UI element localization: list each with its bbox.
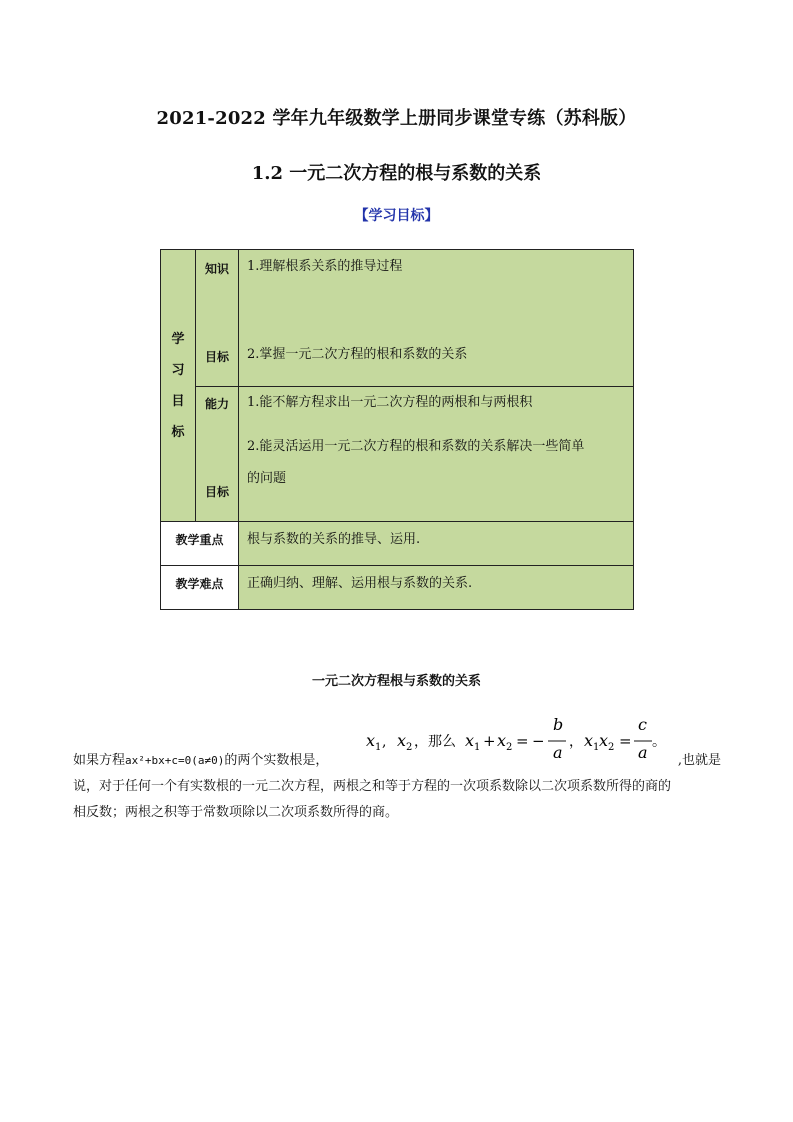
- formula-minus: −: [532, 732, 545, 750]
- formula-prod-x1-sub: 1: [593, 742, 600, 753]
- formula-numerator-c: c: [638, 715, 647, 734]
- formula-denominator-a: a: [553, 743, 563, 762]
- knowledge-item-1: 1.理解根系关系的推导过程: [247, 259, 403, 274]
- knowledge-label-top: 知识: [204, 262, 229, 276]
- formula-separator: ，: [569, 734, 583, 750]
- formula-prod-x2-sub: 2: [608, 742, 615, 753]
- knowledge-item-2: 2.掌握一元二次方程的根和系数的关系: [247, 347, 468, 362]
- line1-equation: ax²+bx+c=0(a≠0): [125, 754, 225, 767]
- ability-item-2-line-2: 的问题: [247, 471, 287, 486]
- vertical-label-char: 标: [171, 424, 185, 440]
- ability-content-cell: [239, 387, 634, 522]
- formula-prod-x2: x: [599, 731, 609, 750]
- formula-equals: =: [516, 732, 529, 750]
- objectives-heading: 【学习目标】: [354, 208, 439, 224]
- key-point-label: 教学重点: [175, 533, 224, 547]
- formula-sum-x1-sub: 1: [474, 742, 481, 753]
- objectives-table: [160, 249, 634, 610]
- key-point-label-cell: [161, 522, 239, 566]
- vertical-label-char: 目: [171, 393, 185, 409]
- line1-prefix: 如果方程: [73, 753, 126, 768]
- formula-denominator-a-2: a: [638, 743, 648, 762]
- formula-x1-sub: 1: [375, 742, 382, 753]
- formula-numerator-b: b: [553, 715, 564, 734]
- formula-comma: ,: [382, 734, 387, 750]
- knowledge-label-cell: [196, 250, 239, 387]
- formula-sum-x1: x: [465, 731, 475, 750]
- difficulty-text: 正确归纳、理解、运用根与系数的关系.: [247, 576, 473, 591]
- section-heading: 一元二次方程根与系数的关系: [311, 674, 481, 689]
- key-point-text: 根与系数的关系的推导、运用.: [247, 532, 421, 547]
- formula-plus: +: [483, 732, 496, 750]
- formula-x1: x: [366, 731, 376, 750]
- ability-label-top: 能力: [204, 397, 229, 411]
- difficulty-label: 教学难点: [175, 577, 224, 591]
- ability-label-cell: [196, 387, 239, 522]
- formula-prod-x1: x: [584, 731, 594, 750]
- paragraph-line-3: 相反数；两根之积等于常数项除以二次项系数所得的商。: [73, 805, 399, 820]
- knowledge-label-bottom: 目标: [204, 350, 229, 364]
- formula-sum-x2-sub: 2: [506, 742, 513, 753]
- formula-then: ，那么: [414, 734, 456, 750]
- lesson-title: 1.2 一元二次方程的根与系数的关系: [251, 163, 542, 184]
- formula-sum-x2: x: [497, 731, 507, 750]
- line1-suffix: ,也就是: [677, 753, 721, 768]
- formula-x2-sub: 2: [406, 742, 413, 753]
- vertical-label-char: 学: [171, 331, 185, 347]
- paragraph-line-2: 说，对于任何一个有实数根的一元二次方程，两根之和等于方程的一次项系数除以二次项系数所得的商的: [73, 779, 672, 794]
- difficulty-label-cell: [161, 566, 239, 610]
- explanation-paragraph: [73, 748, 721, 826]
- knowledge-content-cell: [239, 250, 634, 387]
- line1-mid: 的两个实数根是，: [224, 753, 329, 768]
- formula-x2: x: [397, 731, 407, 750]
- ability-item-2-line-1: 2.能灵活运用一元二次方程的根和系数的关系解决一些简单: [247, 439, 585, 454]
- document-title: 2021-2022 学年九年级数学上册同步课堂专练（苏科版）: [156, 108, 637, 129]
- difficulty-content-cell: [239, 566, 634, 610]
- paragraph-line-1: [73, 748, 721, 774]
- formula-end: 。: [652, 734, 666, 750]
- objectives-vertical-label-cell: [161, 250, 196, 522]
- vertical-label-char: 习: [171, 362, 185, 378]
- ability-label-bottom: 目标: [204, 485, 229, 499]
- formula-equals-2: =: [619, 732, 632, 750]
- key-point-content-cell: [239, 522, 634, 566]
- ability-item-1: 1.能不解方程求出一元二次方程的两根和与两根积: [247, 395, 533, 410]
